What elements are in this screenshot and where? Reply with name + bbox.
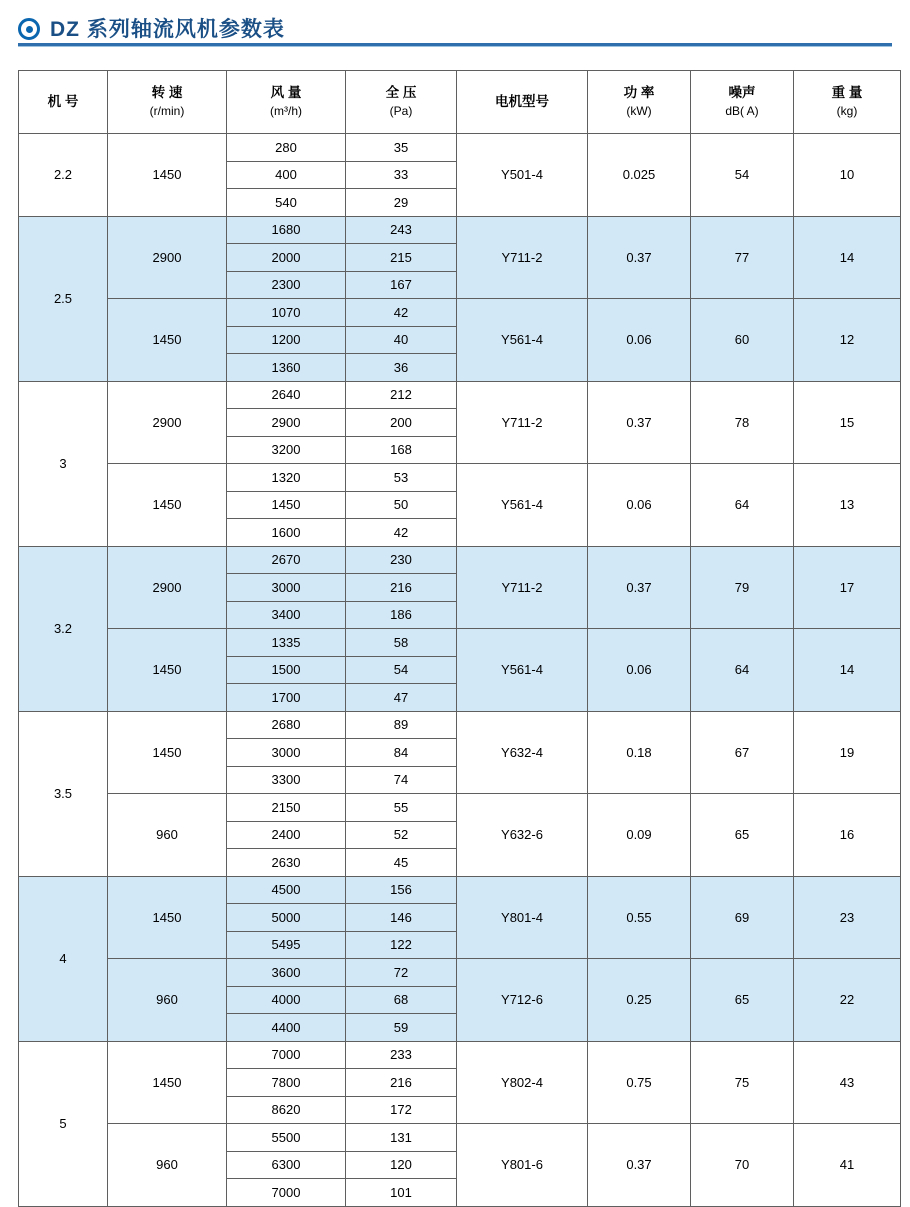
cell-speed: 2900 (108, 216, 227, 299)
cell-flow: 3000 (227, 739, 346, 767)
cell-flow: 4400 (227, 1014, 346, 1042)
table-row (19, 299, 901, 327)
cell-power: 0.37 (588, 1124, 691, 1207)
cell-motor: Y632-4 (457, 711, 588, 794)
cell-power: 0.37 (588, 546, 691, 629)
cell-flow: 1335 (227, 629, 346, 657)
cell-pressure: 35 (346, 134, 457, 162)
cell-motor: Y561-4 (457, 629, 588, 712)
cell-flow: 8620 (227, 1096, 346, 1124)
cell-power: 0.09 (588, 794, 691, 877)
target-circle-icon (18, 18, 40, 40)
cell-motor: Y561-4 (457, 299, 588, 382)
cell-noise: 75 (691, 1041, 794, 1124)
cell-weight: 15 (794, 381, 901, 464)
table-row (19, 216, 901, 244)
cell-flow: 3400 (227, 601, 346, 629)
cell-flow: 3300 (227, 766, 346, 794)
cell-flow: 280 (227, 134, 346, 162)
table-row (19, 959, 901, 987)
cell-flow: 2670 (227, 546, 346, 574)
cell-weight: 16 (794, 794, 901, 877)
cell-pressure: 167 (346, 271, 457, 299)
cell-pressure: 156 (346, 876, 457, 904)
cell-noise: 70 (691, 1124, 794, 1207)
cell-pressure: 89 (346, 711, 457, 739)
cell-noise: 78 (691, 381, 794, 464)
cell-pressure: 68 (346, 986, 457, 1014)
table-row (19, 546, 901, 574)
cell-power: 0.025 (588, 134, 691, 217)
cell-flow: 1700 (227, 684, 346, 712)
cell-model: 3.5 (19, 711, 108, 876)
cell-flow: 5000 (227, 904, 346, 932)
cell-speed: 1450 (108, 711, 227, 794)
table-row (19, 464, 901, 492)
cell-pressure: 230 (346, 546, 457, 574)
cell-speed: 2900 (108, 546, 227, 629)
cell-pressure: 54 (346, 656, 457, 684)
cell-noise: 69 (691, 876, 794, 959)
cell-speed: 960 (108, 794, 227, 877)
table-row (19, 1041, 901, 1069)
column-header-weight-unit: (kg) (836, 104, 858, 118)
cell-speed: 1450 (108, 876, 227, 959)
column-header-speed-unit: (r/min) (149, 104, 185, 118)
cell-power: 0.37 (588, 216, 691, 299)
cell-pressure: 74 (346, 766, 457, 794)
cell-flow: 2630 (227, 849, 346, 877)
column-header-speed-label: 转 速 (151, 84, 183, 100)
cell-pressure: 101 (346, 1179, 457, 1207)
cell-motor: Y711-2 (457, 381, 588, 464)
cell-flow: 3000 (227, 574, 346, 602)
cell-pressure: 212 (346, 381, 457, 409)
cell-flow: 7800 (227, 1069, 346, 1097)
page-header (0, 0, 910, 48)
cell-weight: 41 (794, 1124, 901, 1207)
column-header-flow-unit: (m³/h) (270, 104, 302, 118)
table-row (19, 794, 901, 822)
cell-flow: 1320 (227, 464, 346, 492)
cell-noise: 54 (691, 134, 794, 217)
table-row (19, 134, 901, 162)
cell-pressure: 122 (346, 931, 457, 959)
cell-pressure: 216 (346, 1069, 457, 1097)
cell-weight: 43 (794, 1041, 901, 1124)
cell-weight: 10 (794, 134, 901, 217)
cell-flow: 2900 (227, 409, 346, 437)
cell-flow: 1200 (227, 326, 346, 354)
table-row (19, 629, 901, 657)
cell-pressure: 172 (346, 1096, 457, 1124)
cell-power: 0.06 (588, 299, 691, 382)
cell-flow: 4500 (227, 876, 346, 904)
cell-noise: 64 (691, 464, 794, 547)
cell-pressure: 186 (346, 601, 457, 629)
cell-motor: Y801-4 (457, 876, 588, 959)
cell-pressure: 36 (346, 354, 457, 382)
column-header-pressure-unit: (Pa) (389, 104, 413, 118)
cell-pressure: 40 (346, 326, 457, 354)
cell-flow: 2640 (227, 381, 346, 409)
cell-model: 5 (19, 1041, 108, 1206)
cell-flow: 3200 (227, 436, 346, 464)
cell-noise: 67 (691, 711, 794, 794)
column-header-weight (794, 71, 901, 134)
page-title: DZ 系列轴流风机参数表 (50, 17, 285, 41)
cell-pressure: 120 (346, 1151, 457, 1179)
cell-speed: 1450 (108, 134, 227, 217)
cell-model: 2.2 (19, 134, 108, 217)
cell-flow: 1600 (227, 519, 346, 547)
cell-pressure: 216 (346, 574, 457, 602)
cell-weight: 23 (794, 876, 901, 959)
cell-flow: 1450 (227, 491, 346, 519)
cell-pressure: 200 (346, 409, 457, 437)
cell-model: 2.5 (19, 216, 108, 381)
cell-power: 0.25 (588, 959, 691, 1042)
cell-pressure: 168 (346, 436, 457, 464)
cell-flow: 2150 (227, 794, 346, 822)
cell-flow: 1500 (227, 656, 346, 684)
cell-flow: 2680 (227, 711, 346, 739)
cell-pressure: 131 (346, 1124, 457, 1152)
cell-flow: 400 (227, 161, 346, 189)
cell-power: 0.55 (588, 876, 691, 959)
cell-flow: 1360 (227, 354, 346, 382)
cell-pressure: 42 (346, 519, 457, 547)
cell-pressure: 58 (346, 629, 457, 657)
cell-pressure: 47 (346, 684, 457, 712)
cell-model: 4 (19, 876, 108, 1041)
column-header-speed (108, 71, 227, 134)
column-header-pressure-label: 全 压 (385, 84, 417, 100)
cell-noise: 64 (691, 629, 794, 712)
column-header-model (19, 71, 108, 134)
column-header-power (588, 71, 691, 134)
column-header-power-unit: (kW) (626, 104, 652, 118)
column-header-noise-label: 噪声 (728, 84, 756, 100)
cell-flow: 7000 (227, 1179, 346, 1207)
cell-flow: 2300 (227, 271, 346, 299)
cell-motor: Y711-2 (457, 546, 588, 629)
table-header (19, 71, 901, 134)
cell-pressure: 52 (346, 821, 457, 849)
column-header-weight-label: 重 量 (831, 84, 863, 100)
table-row (19, 876, 901, 904)
cell-speed: 1450 (108, 299, 227, 382)
table-row (19, 1124, 901, 1152)
cell-speed: 1450 (108, 464, 227, 547)
header-divider (18, 43, 892, 46)
cell-pressure: 50 (346, 491, 457, 519)
cell-flow: 1070 (227, 299, 346, 327)
cell-flow: 5495 (227, 931, 346, 959)
cell-weight: 13 (794, 464, 901, 547)
cell-noise: 65 (691, 794, 794, 877)
column-header-noise-unit: dB( A) (725, 104, 759, 118)
cell-pressure: 45 (346, 849, 457, 877)
cell-pressure: 215 (346, 244, 457, 272)
cell-motor: Y561-4 (457, 464, 588, 547)
cell-flow: 5500 (227, 1124, 346, 1152)
cell-pressure: 53 (346, 464, 457, 492)
cell-motor: Y802-4 (457, 1041, 588, 1124)
cell-flow: 3600 (227, 959, 346, 987)
cell-power: 0.06 (588, 629, 691, 712)
cell-motor: Y632-6 (457, 794, 588, 877)
cell-flow: 4000 (227, 986, 346, 1014)
cell-weight: 14 (794, 216, 901, 299)
cell-flow: 6300 (227, 1151, 346, 1179)
column-header-motor (457, 71, 588, 134)
cell-model: 3.2 (19, 546, 108, 711)
spec-table-container (0, 48, 910, 1207)
column-header-power-label: 功 率 (623, 84, 655, 100)
column-header-noise (691, 71, 794, 134)
cell-pressure: 59 (346, 1014, 457, 1042)
cell-noise: 79 (691, 546, 794, 629)
cell-pressure: 55 (346, 794, 457, 822)
cell-weight: 17 (794, 546, 901, 629)
cell-power: 0.75 (588, 1041, 691, 1124)
table-body (19, 134, 901, 1207)
cell-speed: 2900 (108, 381, 227, 464)
cell-motor: Y501-4 (457, 134, 588, 217)
cell-noise: 65 (691, 959, 794, 1042)
cell-noise: 60 (691, 299, 794, 382)
cell-weight: 22 (794, 959, 901, 1042)
cell-weight: 19 (794, 711, 901, 794)
cell-pressure: 29 (346, 189, 457, 217)
column-header-motor-label: 电机型号 (495, 93, 549, 109)
cell-noise: 77 (691, 216, 794, 299)
cell-flow: 2400 (227, 821, 346, 849)
cell-weight: 12 (794, 299, 901, 382)
cell-pressure: 33 (346, 161, 457, 189)
cell-power: 0.18 (588, 711, 691, 794)
table-header-row (19, 71, 901, 134)
table-row (19, 711, 901, 739)
column-header-flow-label: 风 量 (270, 84, 302, 100)
cell-speed: 1450 (108, 629, 227, 712)
cell-pressure: 72 (346, 959, 457, 987)
column-header-flow (227, 71, 346, 134)
cell-speed: 960 (108, 959, 227, 1042)
cell-pressure: 84 (346, 739, 457, 767)
cell-motor: Y711-2 (457, 216, 588, 299)
column-header-model-label: 机 号 (47, 93, 79, 109)
cell-pressure: 146 (346, 904, 457, 932)
cell-motor: Y801-6 (457, 1124, 588, 1207)
cell-pressure: 233 (346, 1041, 457, 1069)
cell-model: 3 (19, 381, 108, 546)
cell-weight: 14 (794, 629, 901, 712)
column-header-pressure (346, 71, 457, 134)
cell-flow: 1680 (227, 216, 346, 244)
cell-power: 0.06 (588, 464, 691, 547)
cell-pressure: 42 (346, 299, 457, 327)
cell-power: 0.37 (588, 381, 691, 464)
fan-spec-table (18, 70, 901, 1207)
cell-speed: 1450 (108, 1041, 227, 1124)
cell-flow: 7000 (227, 1041, 346, 1069)
cell-speed: 960 (108, 1124, 227, 1207)
cell-flow: 540 (227, 189, 346, 217)
table-row (19, 381, 901, 409)
cell-flow: 2000 (227, 244, 346, 272)
cell-motor: Y712-6 (457, 959, 588, 1042)
cell-pressure: 243 (346, 216, 457, 244)
